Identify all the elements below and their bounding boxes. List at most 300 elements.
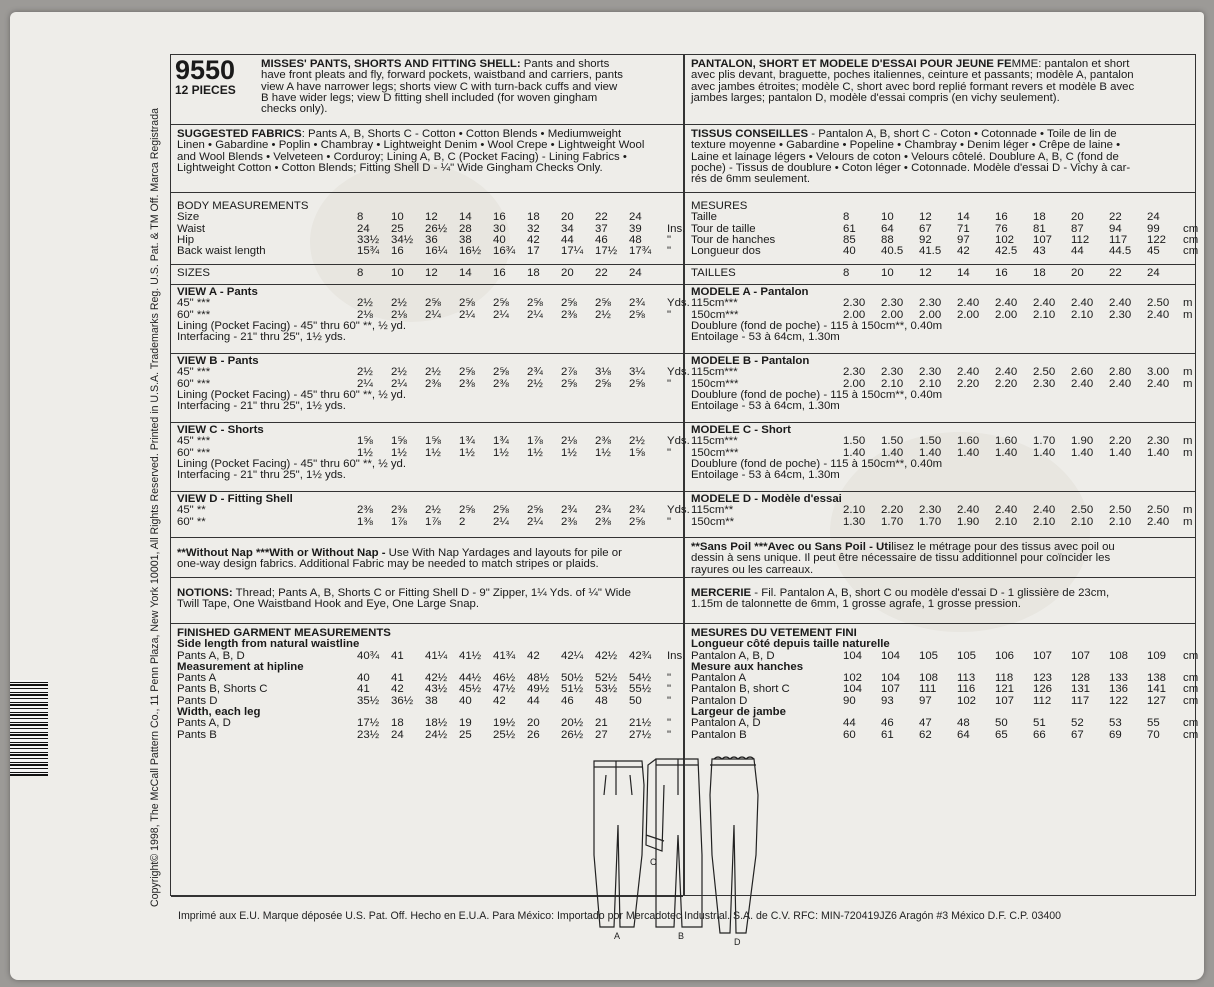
cell: 25½	[493, 728, 516, 741]
size-cell: 24	[1147, 267, 1160, 279]
cell: 2⅜	[391, 504, 407, 517]
cell: 43	[1033, 245, 1046, 258]
cell: Yds.	[667, 435, 690, 448]
cell: 33½	[357, 233, 380, 246]
cell: 2.40	[1109, 297, 1132, 310]
fabrics-lines-line: and Wool Blends • Velveteen • Corduroy; Lining A, B, C (Pocket Facing) - Lining Fabrics •	[177, 150, 627, 163]
row-label: Pants A	[177, 672, 217, 685]
cell: 94	[1109, 222, 1122, 235]
cell: 104	[843, 649, 863, 662]
cell: 85	[843, 233, 856, 246]
cell: 107	[995, 694, 1015, 707]
cell: 1.30	[843, 515, 866, 528]
cell: 40¾	[357, 649, 380, 662]
size-cell: 10	[881, 267, 894, 279]
description-title: MISSES' PANTS, SHORTS AND FITTING SHELL:	[261, 58, 521, 70]
cell: 2.30	[1147, 435, 1170, 448]
cell: 40	[493, 233, 506, 246]
table-row	[691, 504, 1193, 517]
cell: 42½	[595, 649, 618, 662]
cell: cm	[1183, 649, 1199, 662]
size-cell: 16	[493, 267, 506, 279]
table-row	[177, 517, 677, 528]
row-label: 45" ***	[177, 435, 211, 448]
cell: "	[667, 233, 672, 246]
cell: 2½	[357, 366, 373, 379]
cell: 47	[919, 717, 932, 730]
cell: 24½	[425, 728, 448, 741]
cell: 1½	[357, 446, 373, 459]
cell: 55	[1147, 717, 1160, 730]
cell: 2⅝	[629, 308, 645, 321]
row-label: Tour de taille	[691, 222, 756, 235]
size-cell: 14	[459, 267, 472, 279]
cell: 2⅜	[425, 377, 441, 390]
copyright-text: Copyright© 1998, The McCall Pattern Co., 11 Penn Plaza, New York 10001, All Rights Reserved. Printed in U.S.A. Trademarks Reg. U.S. Pat. & TM Off. Marca Registrada	[149, 108, 161, 907]
cell: 2⅝	[459, 504, 475, 517]
cell: 1¾	[459, 435, 475, 448]
row-label: Back waist length	[177, 245, 266, 258]
cell: 1.40	[919, 446, 942, 459]
cell: 2¼	[527, 308, 543, 321]
cell: 117	[1071, 694, 1090, 707]
cell: 60	[843, 728, 856, 741]
french-body-measurements	[685, 193, 1199, 265]
cell: 42½	[425, 672, 448, 685]
table-row	[177, 297, 690, 310]
cell: 2.40	[957, 297, 980, 310]
cell: 40.5	[881, 245, 904, 258]
view-title: VIEW A - Pants	[177, 286, 258, 298]
french-notions	[685, 578, 1195, 624]
cell: m	[1183, 504, 1193, 517]
cell: 66	[1033, 728, 1046, 741]
cell: 45½	[459, 683, 482, 696]
pattern-number: 9550	[175, 55, 236, 85]
cell: "	[667, 672, 672, 685]
cell: 1½	[527, 446, 543, 459]
cell: 111	[919, 683, 937, 696]
finished-subheading: Measurement at hipline	[177, 660, 304, 673]
cell: 2½	[357, 297, 373, 310]
cell: 93	[881, 694, 894, 707]
cell: 1.60	[995, 435, 1018, 448]
french-fabrics	[685, 125, 1195, 193]
cell: 2⅝	[459, 366, 475, 379]
table-row	[691, 366, 1193, 379]
cell: 2.10	[1033, 308, 1056, 321]
interfacing-line: Entoilage - 53 à 64cm, 1.30m	[691, 469, 840, 482]
cell: 53	[1109, 717, 1122, 730]
view-a-pants-drawing	[594, 761, 644, 927]
cell: 2⅝	[527, 504, 543, 517]
view-title: VIEW D - Fitting Shell	[177, 493, 293, 505]
cell: 44½	[459, 672, 482, 685]
french-column	[684, 54, 1199, 896]
table-row	[691, 212, 1189, 223]
cell: 46	[881, 717, 894, 730]
cell: 2.40	[995, 297, 1018, 310]
french-modele-b	[685, 354, 1195, 423]
cell: 18	[391, 717, 404, 730]
cell: m	[1183, 366, 1193, 379]
row-label: 115cm***	[691, 435, 738, 448]
cell: 2¼	[493, 515, 509, 528]
cell: 112	[1071, 233, 1090, 246]
cell: 19	[459, 717, 472, 730]
cell: 2⅛	[391, 308, 407, 321]
sizes-label: TAILLES	[691, 267, 736, 279]
cell: 2.10	[843, 504, 866, 517]
cell: 1.90	[1071, 435, 1094, 448]
cell: 22	[595, 211, 608, 224]
cell: 2.10	[1071, 515, 1094, 528]
row-label: 150cm***	[691, 446, 739, 459]
english-fabrics	[171, 125, 683, 193]
cell: 40	[459, 694, 472, 707]
cell: 52	[1071, 717, 1084, 730]
cell: 2.30	[919, 366, 942, 379]
row-label: Pants A, D	[177, 717, 231, 730]
cell: 2⅜	[561, 308, 577, 321]
cell: 71	[957, 222, 970, 235]
cell: 41½	[459, 649, 482, 662]
lining-line: Doublure (fond de poche) - 115 à 150cm**, 0.40m	[691, 388, 943, 401]
cell: 1½	[561, 446, 577, 459]
cell: 122	[1147, 233, 1167, 246]
cell: m	[1183, 435, 1193, 448]
cell: 2.30	[1033, 377, 1056, 390]
cell: Yds.	[667, 366, 690, 379]
cell: 16½	[459, 245, 482, 258]
desc-lines-line: PANTALON, SHORT ET MODELE D'ESSAI POUR JEUNE FEMME: pantalon et short	[691, 58, 1130, 70]
cell: 37	[595, 222, 608, 235]
cell: 17	[527, 245, 540, 258]
cell: 1½	[425, 446, 441, 459]
cell: 1⅝	[357, 435, 373, 448]
cell: 8	[357, 211, 364, 224]
row-label: Tour de hanches	[691, 233, 776, 246]
cell: 2.20	[1109, 435, 1132, 448]
row-label: 115cm***	[691, 366, 738, 379]
interfacing-line: Entoilage - 53 à 64cm, 1.30m	[691, 331, 840, 344]
notions-lines-line: 1.15m de talonnette de 6mm, 1 grosse agrafe, 1 grosse pression.	[691, 598, 1021, 611]
cell: 2½	[425, 504, 441, 517]
cell: 27½	[629, 728, 652, 741]
lining-line: Lining (Pocket Facing) - 45" thru 60" **, ½ yd.	[177, 457, 407, 470]
cell: 38	[459, 233, 472, 246]
cell: 20	[1071, 211, 1084, 224]
cell: m	[1183, 297, 1193, 310]
cell: 21	[595, 717, 608, 730]
table-row	[691, 515, 1193, 528]
cell: 22	[1109, 211, 1122, 224]
cell: 97	[957, 233, 970, 246]
table-row	[691, 297, 1193, 310]
interfacing-line: Interfacing - 21" thru 25", 1½ yds.	[177, 331, 346, 344]
cell: 141	[1147, 683, 1167, 696]
cell: 121	[995, 683, 1015, 696]
cell: 2.10	[1033, 515, 1056, 528]
fabrics-lines-line: Lightweight Cotton • Cotton Blends; Fitting Shell D - ¼" Wide Gingham Checks Only.	[177, 161, 603, 174]
cell: 42	[391, 683, 404, 696]
cell: 1⅞	[527, 435, 543, 448]
cell: 122	[1109, 694, 1129, 707]
cell: 2.30	[843, 366, 866, 379]
row-label: Waist	[177, 222, 206, 235]
english-sizes-row	[171, 265, 683, 285]
cell: 39	[629, 222, 642, 235]
cell: 2.20	[881, 504, 904, 517]
cell: 90	[843, 694, 856, 707]
cell: 2.00	[881, 308, 904, 321]
cell: 17¾	[629, 245, 652, 258]
cell: 2.40	[957, 504, 980, 517]
cell: 104	[881, 672, 901, 685]
cell: 26½	[425, 222, 448, 235]
cell: 26	[527, 728, 540, 741]
cell: 2.40	[1109, 377, 1132, 390]
english-nap-note	[171, 538, 683, 578]
cell: 16¾	[493, 245, 516, 258]
cell: 44	[843, 717, 856, 730]
finished-title: FINISHED GARMENT MEASUREMENTS	[177, 627, 391, 639]
cell: "	[667, 308, 672, 321]
cell: 2⅝	[629, 515, 645, 528]
cell: 51½	[561, 683, 584, 696]
notions-lines-line: MERCERIE - Fil. Pantalon A, B, short C ou modèle d'essai D - 1 glissière de 23cm,	[691, 587, 1110, 599]
cell: 2.00	[957, 308, 980, 321]
cell: 1.40	[1147, 446, 1170, 459]
cell: cm	[1183, 233, 1199, 246]
cell: 48½	[527, 672, 550, 685]
cell: 16	[493, 211, 506, 224]
cell: 34	[561, 222, 574, 235]
cell: 40	[357, 672, 370, 685]
cell: 2.40	[1033, 504, 1056, 517]
cell: 106	[995, 649, 1015, 662]
cell: 1.40	[881, 446, 904, 459]
cell: 118	[995, 672, 1014, 685]
cell: 133	[1109, 672, 1129, 685]
cell: 1⅝	[425, 435, 441, 448]
cell: 2½	[391, 366, 407, 379]
lining-line: Lining (Pocket Facing) - 45" thru 60" **, ½ yd.	[177, 388, 407, 401]
row-label: 60" ***	[177, 446, 211, 459]
table-row	[177, 212, 677, 223]
cell: "	[667, 694, 672, 707]
row-label: 150cm***	[691, 377, 739, 390]
cell: 138	[1147, 672, 1167, 685]
cell: m	[1183, 446, 1193, 459]
nap-lines-line: rayures ou les carreaux.	[691, 563, 814, 576]
english-view-c	[171, 423, 690, 492]
size-cell: 8	[357, 267, 364, 279]
row-label: Pantalon A, B, D	[691, 649, 775, 662]
barcode	[10, 680, 48, 776]
cell: 2.40	[1071, 377, 1094, 390]
cell: 81	[1033, 222, 1046, 235]
cell: 92	[919, 233, 932, 246]
cell: 2.10	[919, 377, 942, 390]
cell: 3⅛	[595, 366, 611, 379]
cell: 2⅛	[357, 308, 373, 321]
table-row	[177, 718, 677, 729]
cell: 47½	[493, 683, 516, 696]
cell: 2⅞	[561, 366, 577, 379]
cell: 44.5	[1109, 245, 1132, 258]
label-d: D	[734, 937, 741, 947]
cell: 2.20	[957, 377, 980, 390]
french-modele-d	[685, 492, 1195, 538]
cell: 107	[1033, 649, 1053, 662]
table-row	[177, 366, 690, 379]
cell: 18½	[425, 717, 448, 730]
cell: 2.10	[995, 515, 1018, 528]
cell: 10	[391, 211, 404, 224]
cell: 2⅝	[527, 297, 543, 310]
cell: 2.30	[843, 297, 866, 310]
row-label: Pants B	[177, 728, 217, 741]
french-finished-measurements	[685, 624, 1199, 897]
cell: m	[1183, 515, 1193, 528]
cell: 2	[459, 515, 466, 528]
cell: 14	[459, 211, 472, 224]
size-cell: 20	[561, 267, 574, 279]
english-notions	[171, 578, 683, 624]
cell: 41	[391, 649, 404, 662]
size-cell: 20	[1071, 267, 1084, 279]
french-modele-a	[685, 285, 1195, 354]
cell: 104	[843, 683, 863, 696]
cell: 20	[561, 211, 574, 224]
cell: 2⅜	[459, 377, 475, 390]
notions-lines-line: Twill Tape, One Waistband Hook and Eye, One Large Snap.	[177, 598, 480, 611]
cell: 50	[995, 717, 1008, 730]
cell: 62	[919, 728, 932, 741]
table-row	[691, 728, 1199, 741]
cell: 1⅜	[357, 515, 373, 528]
cell: 49½	[527, 683, 550, 696]
cell: 2.00	[919, 308, 942, 321]
fabrics-lines-line: Linen • Gabardine • Poplin • Chambray • Lightweight Denim • Wool Crepe • Lightweight Wool	[177, 139, 645, 152]
size-cell: 22	[1109, 267, 1122, 279]
cell: 1.40	[1071, 446, 1094, 459]
desc-lines-line: avec jambes étroites; modèle C, short avec bord replié formant revers et modèle B avec	[691, 80, 1135, 93]
cell: 2.50	[1109, 504, 1132, 517]
size-cell: 18	[527, 267, 540, 279]
english-view-a	[171, 285, 690, 354]
cell: 40	[843, 245, 856, 258]
cell: 30	[493, 222, 506, 235]
cell: 20½	[561, 717, 584, 730]
cell: 1.40	[1033, 446, 1056, 459]
cell: 1.70	[1033, 435, 1056, 448]
cell: 2.00	[995, 308, 1018, 321]
cell: 2.40	[1147, 515, 1170, 528]
pattern-envelope-back	[10, 12, 1204, 980]
cell: cm	[1183, 694, 1199, 707]
fabrics-lines-line: rés de 6mm seulement.	[691, 173, 811, 186]
cell: 44	[527, 694, 540, 707]
cell: 2.40	[1147, 308, 1170, 321]
nap-lines-line: dessin à sens unique. Il peut être nécessaire de tissu additionnel pour coïncider les	[691, 552, 1111, 565]
cell: "	[667, 245, 672, 258]
cell: 2⅜	[493, 377, 509, 390]
cell: 2.00	[843, 308, 866, 321]
lining-line: Doublure (fond de poche) - 115 à 150cm**, 0.40m	[691, 457, 943, 470]
cell: 1½	[391, 446, 407, 459]
cell: 44	[1071, 245, 1084, 258]
cell: 2⅝	[629, 377, 645, 390]
cell: 2¾	[629, 504, 645, 517]
desc-lines-line: avec plis devant, braguette, poches italiennes, ceinture et passants; modèle A, pantalon	[691, 69, 1134, 82]
cell: 109	[1147, 649, 1167, 662]
cell: 67	[919, 222, 932, 235]
cell: 2.10	[881, 377, 904, 390]
cell: 28	[459, 222, 472, 235]
cell: 2¼	[425, 308, 441, 321]
cell: 46½	[493, 672, 516, 685]
copyright-sidebar	[138, 72, 168, 907]
cell: 1.40	[957, 446, 980, 459]
cell: 2.40	[1147, 377, 1170, 390]
cell: 24	[629, 211, 642, 224]
cell: 12	[425, 211, 438, 224]
cell: 1.70	[881, 515, 904, 528]
nap-lines-line: **Without Nap ***With or Without Nap - Use With Nap Yardages and layouts for pile or	[177, 547, 622, 559]
cell: 2⅝	[561, 297, 577, 310]
fabrics-lines-line: poche) - Tissus de doublure • Coton léger • Cotonnade. Modèle d'essai D - Vichy à car-	[691, 161, 1131, 174]
cell: 41.5	[919, 245, 942, 258]
cell: 2⅝	[459, 297, 475, 310]
view-title: VIEW C - Shorts	[177, 424, 264, 436]
french-sizes-row	[685, 265, 1195, 285]
cell: 1⅞	[425, 515, 441, 528]
size-cell: 16	[995, 267, 1008, 279]
size-cell: 22	[595, 267, 608, 279]
row-label: 45" ***	[177, 366, 211, 379]
cell: 2¼	[527, 515, 543, 528]
cell: 46	[595, 233, 608, 246]
cell: Ins.	[667, 649, 686, 662]
row-label: Taille	[691, 211, 717, 224]
cell: 48	[595, 694, 608, 707]
fabrics-lines-line: SUGGESTED FABRICS: Pants A, B, Shorts C - Cotton • Cotton Blends • Mediumweight	[177, 128, 622, 140]
cell: 2½	[595, 308, 611, 321]
row-label: Pantalon B	[691, 728, 747, 741]
size-cell: 12	[425, 267, 438, 279]
lining-line: Doublure (fond de poche) - 115 à 150cm**, 0.40m	[691, 319, 943, 332]
cell: 41	[391, 672, 404, 685]
sizes-row	[691, 265, 1189, 281]
cell: 2⅜	[595, 515, 611, 528]
table-row	[691, 435, 1193, 448]
cell: 105	[957, 649, 977, 662]
cell: 46	[561, 694, 574, 707]
cell: 38	[425, 694, 438, 707]
cell: 21½	[629, 717, 652, 730]
fabrics-lines-line: texture moyenne • Gabardine • Popeline • Chambray • Denim léger • Crêpe de laine •	[691, 139, 1121, 152]
cell: m	[1183, 308, 1193, 321]
cell: 2.50	[1147, 504, 1170, 517]
cell: 18	[527, 211, 540, 224]
view-title: MODELE C - Short	[691, 424, 791, 436]
row-label: Pantalon A, D	[691, 717, 761, 730]
cell: 1.50	[881, 435, 904, 448]
cell: 107	[1071, 649, 1091, 662]
lining-line: Lining (Pocket Facing) - 45" thru 60" **, ½ yd.	[177, 319, 407, 332]
